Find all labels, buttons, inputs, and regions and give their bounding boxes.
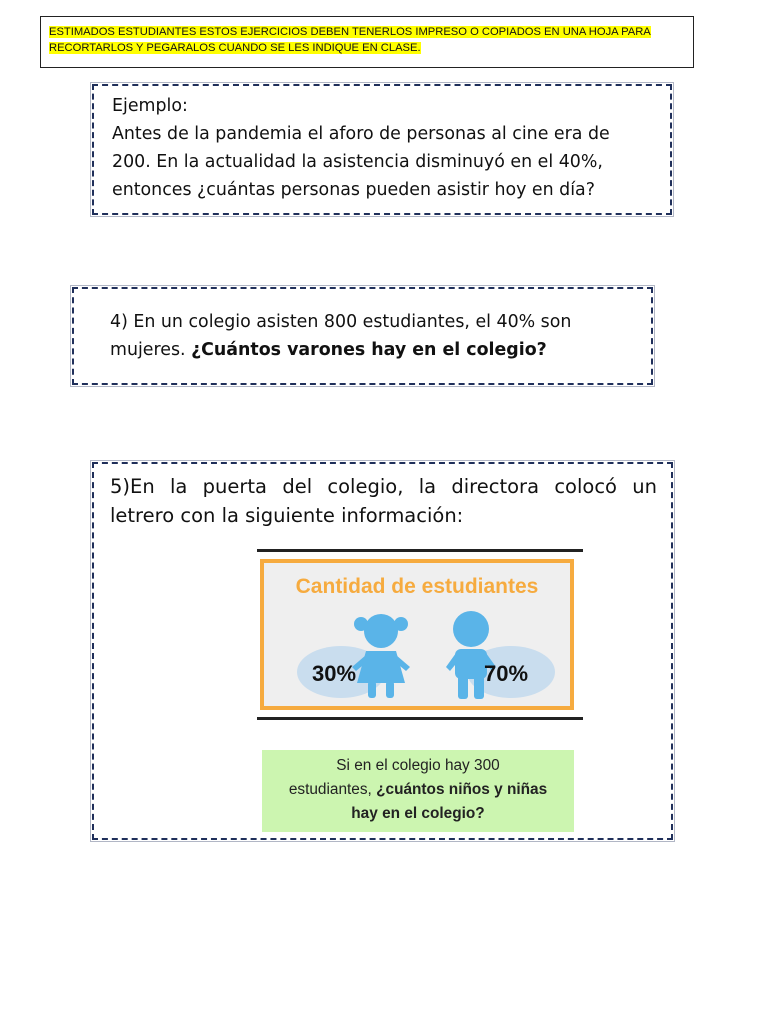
student-count-sign	[257, 549, 583, 720]
example-heading: Ejemplo:	[112, 96, 188, 116]
problem-5-question-bold-1: ¿cuántos niños y niñas	[376, 781, 548, 798]
boys-percent: 70%	[484, 661, 529, 686]
notice-line-1: ESTIMADOS ESTUDIANTES ESTOS EJERCICIOS DEBEN TENERLOS IMPRESO O COPIADOS EN UNA HOJA PARA	[49, 26, 651, 38]
example-line-2: 200. En la actualidad la asistencia disminuyó en el 40%,	[112, 152, 603, 172]
problem-5-question-plain: estudiantes,	[288, 781, 377, 798]
problem-5-text	[110, 472, 657, 530]
problem-5-line-1: 5)En la puerta del colegio, la directora colocó un	[110, 475, 657, 498]
example-line-3: entonces ¿cuántas personas pueden asistir hoy en día?	[112, 180, 595, 200]
problem-4-line-1: 4) En un colegio asisten 800 estudiantes, el 40% son	[110, 312, 572, 332]
problem-5-question-box	[262, 750, 574, 832]
problem-4-box	[72, 287, 653, 385]
sign-title: Cantidad de estudiantes	[295, 575, 539, 598]
example-box	[92, 84, 672, 215]
example-line-1: Antes de la pandemia el aforo de personas al cine era de	[112, 124, 610, 144]
example-text	[112, 92, 660, 204]
problem-5-line-2: letrero con la siguiente información:	[110, 504, 464, 527]
problem-5-question-line-2	[268, 778, 568, 802]
problem-4-question: ¿Cuántos varones hay en el colegio?	[191, 340, 547, 360]
girls-percent: 30%	[312, 661, 357, 686]
problem-5-box	[92, 462, 673, 840]
instructions-notice	[40, 16, 694, 68]
problem-4-statement: mujeres.	[110, 340, 192, 360]
problem-4-line-2	[110, 336, 637, 364]
problem-5-question-bold-2: hay en el colegio?	[351, 805, 485, 822]
problem-5-question-line-1: Si en el colegio hay 300	[336, 757, 500, 774]
problem-4-text	[110, 308, 637, 364]
notice-line-2: RECORTARLOS Y PEGARALOS CUANDO SE LES INDIQUE EN CLASE.	[49, 42, 421, 54]
children-illustration	[264, 563, 570, 706]
sign-frame	[260, 559, 574, 710]
